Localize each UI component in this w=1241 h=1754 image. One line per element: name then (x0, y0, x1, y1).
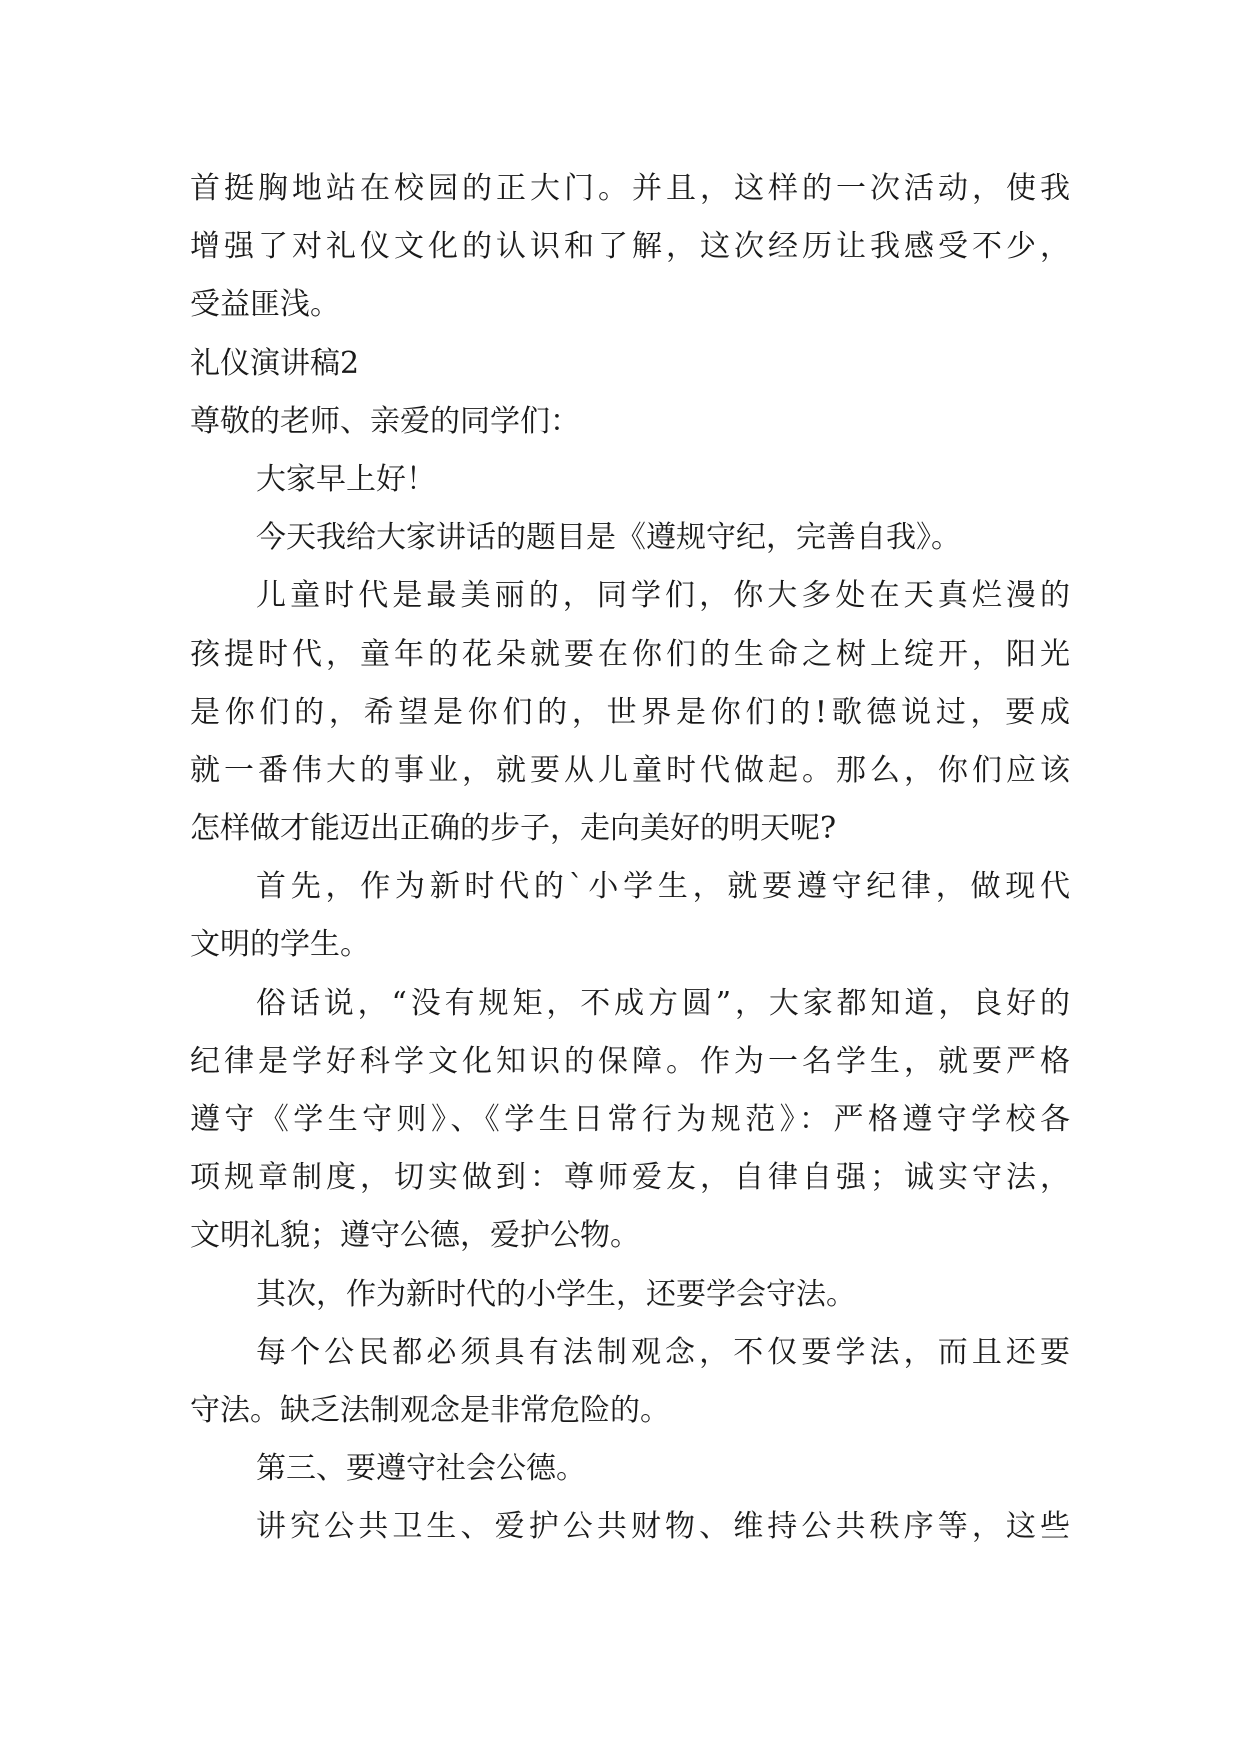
greeting: 大家早上好！ (256, 461, 436, 497)
salutation: 尊敬的老师、亲爱的同学们： (190, 403, 580, 439)
text-line: 首先，作为新时代的`小学生，就要遵守纪律，做现代 (256, 869, 1070, 905)
text-line: 遵守《学生守则》、《学生日常行为规范》：严格遵守学校各 (190, 1102, 1070, 1137)
text-line: 儿童时代是最美丽的，同学们，你大多处在天真烂漫的 (256, 578, 1070, 614)
text-line: 第三、要遵守社会公德。 (256, 1451, 586, 1487)
text-line: 首挺胸地站在校园的正大门。并且，这样的一次活动，使我 (190, 171, 1070, 206)
text-line: 俗话说，“没有规矩，不成方圆”，大家都知道，良好的 (256, 985, 1070, 1021)
text-line: 孩提时代，童年的花朵就要在你们的生命之树上绽开，阳光 (190, 636, 1070, 672)
speech-text (190, 160, 1070, 1557)
text-line: 守法。缺乏法制观念是非常危险的。 (190, 1392, 670, 1428)
text-line: 纪律是学好科学文化知识的保障。作为一名学生，就要严格 (190, 1043, 1070, 1079)
text-line: 文明礼貌；遵守公德，爱护公物。 (190, 1218, 640, 1254)
text-line: 文明的学生。 (190, 927, 370, 963)
text-line: 是你们的，希望是你们的，世界是你们的!歌德说过，要成 (190, 694, 1070, 730)
text-line: 增强了对礼仪文化的认识和了解，这次经历让我感受不少， (190, 229, 1070, 265)
text-line: 项规章制度，切实做到：尊师爱友，自律自强；诚实守法， (190, 1160, 1070, 1196)
text-line: 受益匪浅。 (190, 287, 340, 323)
text-line: 就一番伟大的事业，就要从儿童时代做起。那么，你们应该 (190, 752, 1070, 788)
text-line: 讲究公共卫生、爱护公共财物、维持公共秩序等，这些 (256, 1509, 1070, 1545)
text-line: 其次，作为新时代的小学生，还要学会守法。 (256, 1276, 856, 1312)
text-line: 怎样做才能迈出正确的步子，走向美好的明天呢? (190, 811, 837, 847)
section-heading: 礼仪演讲稿2 (190, 345, 360, 381)
text-line: 每个公民都必须具有法制观念，不仅要学法，而且还要 (256, 1334, 1070, 1370)
text-line: 今天我给大家讲话的题目是《遵规守纪，完善自我》。 (256, 520, 961, 556)
